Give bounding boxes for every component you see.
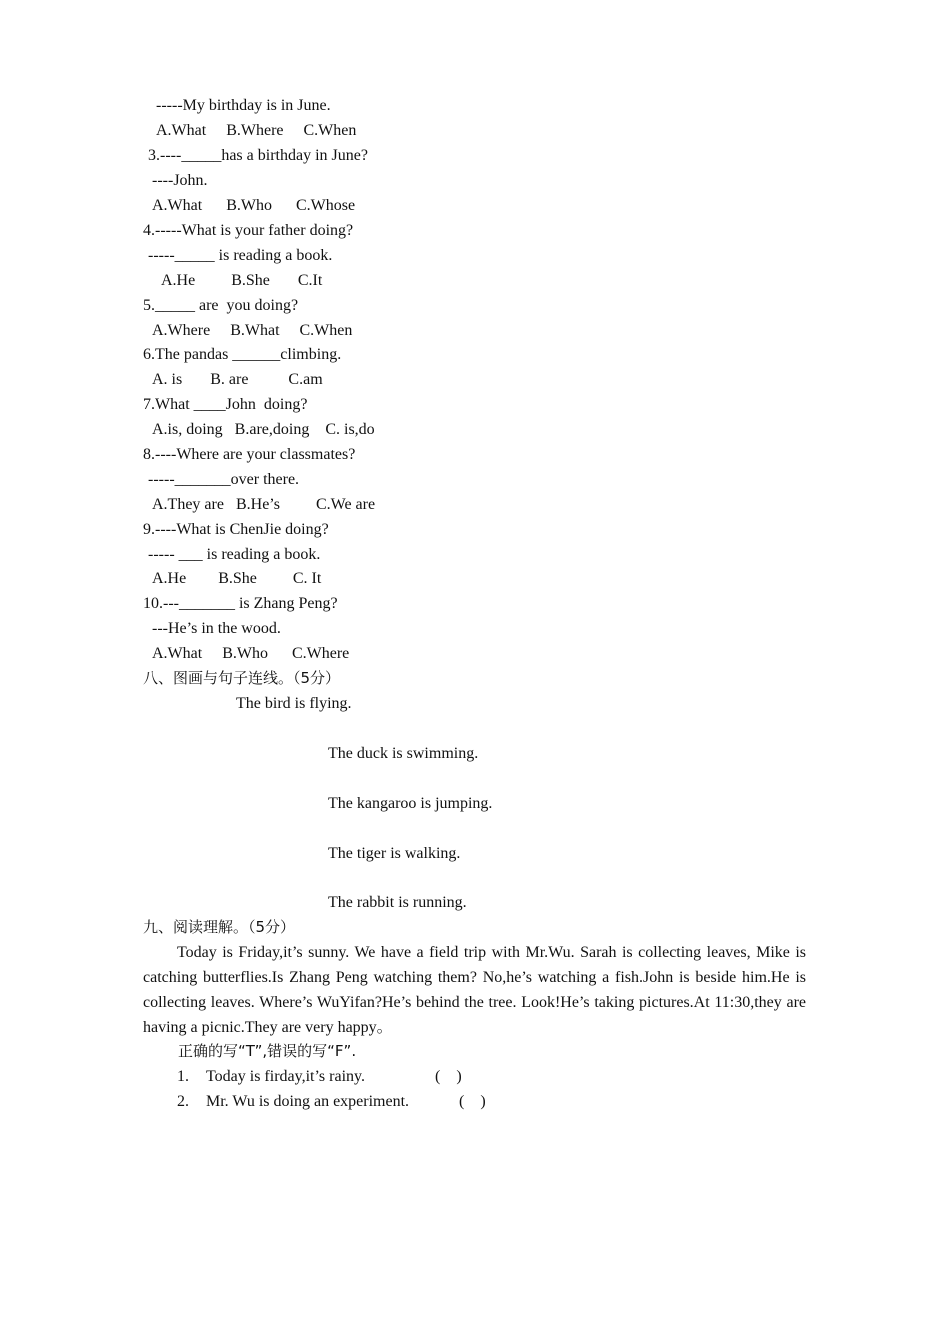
q7-options: A.is, doing B.are,doing C. is,do	[152, 421, 375, 438]
q6-question: 6.The pandas ______climbing.	[143, 346, 342, 363]
true-false-instruction: 正确的写“T”,错误的写“F”.	[178, 1042, 357, 1060]
match-sentence: The tiger is walking.	[328, 845, 461, 862]
item-text: Today is firday,it’s rainy.	[206, 1068, 365, 1085]
q3-question: 3.----_____has a birthday in June?	[148, 147, 368, 164]
section-9-heading: 九、阅读理解。（5分）	[143, 918, 296, 936]
answer-blank[interactable]: ( )	[435, 1068, 462, 1085]
item-number: 2.	[177, 1093, 189, 1110]
item-text: Mr. Wu is doing an experiment.	[206, 1093, 410, 1110]
match-sentence: The duck is swimming.	[328, 745, 479, 762]
q4-question: 4.-----What is your father doing?	[143, 222, 354, 239]
q5-question: 5._____ are you doing?	[143, 297, 299, 314]
q6-options: A. is B. are C.am	[152, 371, 323, 388]
section-8-heading: 八、图画与句子连线。（5分）	[143, 669, 341, 687]
q2-options: A.What B.Where C.When	[156, 122, 357, 139]
q2-answer: -----My birthday is in June.	[156, 97, 331, 114]
q4-options: A.He B.She C.It	[161, 272, 323, 289]
q4-answer: -----_____ is reading a book.	[148, 247, 333, 264]
q7-question: 7.What ____John doing?	[143, 396, 308, 413]
q10-answer: ---He’s in the wood.	[152, 620, 281, 637]
match-sentence: The rabbit is running.	[328, 894, 467, 911]
q8-answer: -----_______over there.	[148, 471, 300, 488]
q8-question: 8.----Where are your classmates?	[143, 446, 356, 463]
q9-answer: ----- ___ is reading a book.	[148, 546, 321, 563]
q5-options: A.Where B.What C.When	[152, 322, 353, 339]
q9-question: 9.----What is ChenJie doing?	[143, 521, 329, 538]
q10-question: 10.---_______ is Zhang Peng?	[143, 595, 338, 612]
item-number: 1.	[177, 1068, 189, 1085]
match-sentence: The kangaroo is jumping.	[328, 795, 493, 812]
q9-options: A.He B.She C. It	[152, 570, 322, 587]
answer-blank[interactable]: ( )	[459, 1093, 486, 1110]
reading-passage: Today is Friday,it’s sunny. We have a field trip with Mr.Wu. Sarah is collecting leaves, Mike is catching butterflies.Is Zhang Peng watching them? No,he’s watching a fish.John is beside him.He is collecting leaves. Where’s WuYifan?He’s behind the tree. Look!He’s taking pictures.At 11:30,they are having a picnic.They are very happy。	[143, 944, 806, 1036]
q3-answer: ----John.	[152, 172, 208, 189]
q3-options: A.What B.Who C.Whose	[152, 197, 356, 214]
q10-options: A.What B.Who C.Where	[152, 645, 350, 662]
q8-options: A.They are B.He’s C.We are	[152, 496, 376, 513]
match-sentence: The bird is flying.	[236, 695, 352, 712]
